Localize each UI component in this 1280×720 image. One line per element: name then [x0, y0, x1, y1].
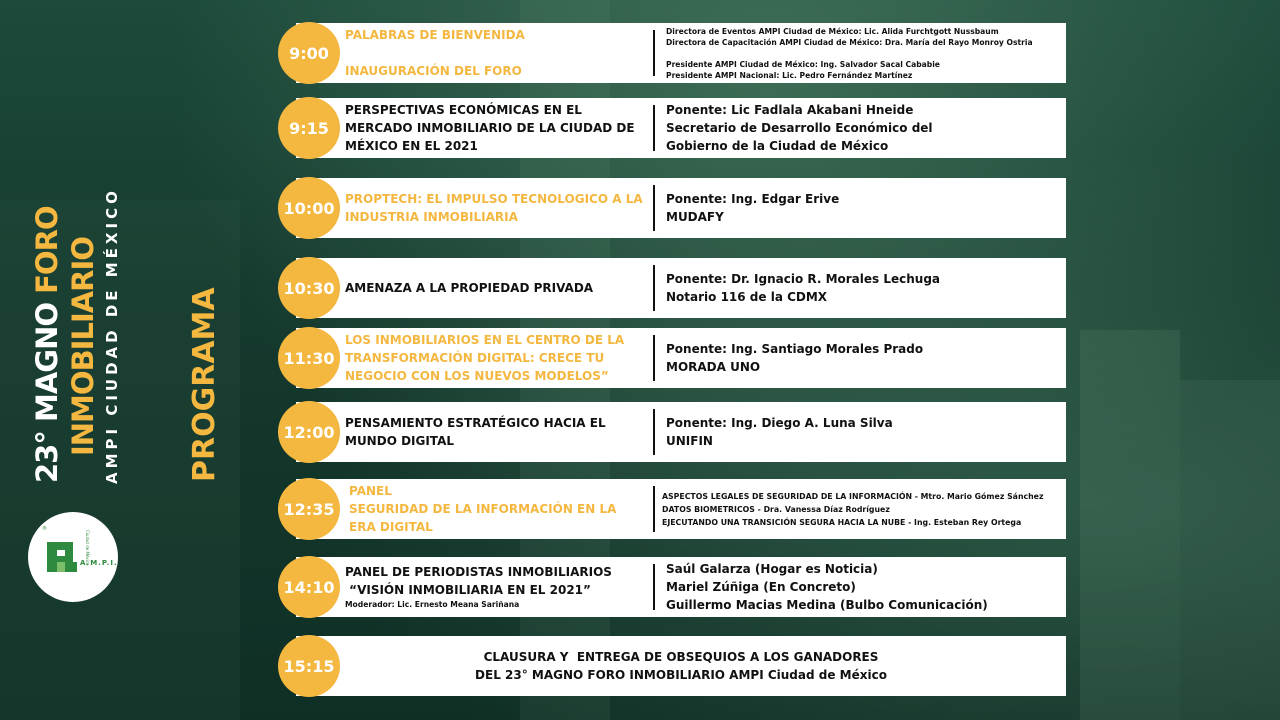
title-magno: MAGNO	[30, 303, 64, 423]
logo-name: A.M.P.I.	[80, 559, 118, 567]
speaker-line: Ponente: Ing. Edgar Erive	[666, 192, 840, 206]
speaker-line: MORADA UNO	[666, 360, 761, 374]
event-subtitle: AMPI CIUDAD DE MÉXICO	[103, 187, 121, 484]
speaker-line: Ponente: Dr. Ignacio R. Morales Lechuga	[666, 272, 941, 286]
speaker-line: Gobierno de la Ciudad de México	[666, 139, 889, 153]
event-title-line1	[30, 206, 64, 483]
divider	[653, 564, 655, 610]
event-title-line2: INMOBILIARIO	[66, 237, 100, 456]
registered-mark: ®	[42, 526, 47, 532]
time-badge: 12:00	[278, 401, 340, 463]
session-speakers	[666, 402, 1066, 462]
speaker-line: Ponente: Ing. Santiago Morales Prado	[666, 342, 924, 356]
time-badge: 14:10	[278, 556, 340, 618]
topic-line: NEGOCIO CON LOS NUEVOS MODELOS”	[345, 369, 609, 383]
speaker-line: Directora de Capacitación AMPI Ciudad de México: Dra. María del Rayo Monroy Ostria	[666, 37, 1033, 47]
speaker-line: Presidente AMPI Nacional: Lic. Pedro Fernández Martínez	[666, 70, 913, 80]
schedule-row	[296, 328, 1066, 388]
divider	[653, 105, 655, 151]
session-speakers	[666, 258, 1066, 318]
time-badge: 10:00	[278, 177, 340, 239]
speaker-line: Presidente AMPI Ciudad de México: Ing. Salvador Sacal Cababie	[666, 59, 940, 69]
topic-spacer	[345, 44, 645, 62]
schedule-row	[296, 479, 1066, 539]
schedule-row	[296, 557, 1066, 617]
topic-line: MUNDO DIGITAL	[345, 434, 454, 448]
topic-line: PALABRAS DE BIENVENIDA	[345, 28, 525, 42]
topic-line: PROPTECH: EL IMPULSO TECNOLOGICO A LA	[345, 192, 643, 206]
topic-line: AMENAZA A LA PROPIEDAD PRIVADA	[345, 281, 594, 295]
topic-line: PANEL	[349, 484, 392, 498]
speaker-line: Mariel Zúñiga (En Concreto)	[666, 580, 856, 594]
time-badge: 9:15	[278, 97, 340, 159]
topic-line: MÉXICO EN EL 2021	[345, 139, 478, 153]
session-speakers	[662, 479, 1062, 539]
topic-line: PENSAMIENTO ESTRATÉGICO HACIA EL	[345, 416, 606, 430]
speaker-line: Notario 116 de la CDMX	[666, 290, 828, 304]
topic-line: “VISIÓN INMOBILIARIA EN EL 2021”	[345, 583, 591, 597]
topic-line: ERA DIGITAL	[349, 520, 433, 534]
topic-line: INDUSTRIA INMOBILIARIA	[345, 210, 518, 224]
session-topic	[345, 258, 645, 318]
schedule-row	[296, 636, 1066, 696]
divider	[653, 185, 655, 231]
speaker-line: UNIFIN	[666, 434, 713, 448]
title-number: 23°	[30, 431, 64, 483]
speaker-line: DATOS BIOMETRICOS - Dra. Vanessa Díaz Rodríguez	[662, 504, 890, 514]
speaker-line: MUDAFY	[666, 210, 724, 224]
divider	[653, 486, 655, 532]
speaker-spacer	[666, 48, 1066, 59]
topic-line: INAUGURACIÓN DEL FORO	[345, 64, 522, 78]
divider	[653, 30, 655, 76]
time-badge: 12:35	[278, 478, 340, 540]
session-topic	[345, 557, 645, 617]
divider	[653, 335, 655, 381]
topic-line: PANEL DE PERIODISTAS INMOBILIARIOS	[345, 565, 612, 579]
speaker-line: Ponente: Ing. Diego A. Luna Silva	[666, 416, 893, 430]
title-foro: FORO	[30, 206, 64, 294]
session-speakers	[666, 178, 1066, 238]
speaker-line: Directora de Eventos AMPI Ciudad de México: Lic. Alida Furchtgott Nussbaum	[666, 26, 999, 36]
session-topic	[349, 479, 649, 539]
topic-line: MERCADO INMOBILIARIO DE LA CIUDAD DE	[345, 121, 635, 135]
session-speakers	[666, 328, 1066, 388]
schedule-row	[296, 402, 1066, 462]
topic-line: TRANSFORMACIÓN DIGITAL: CRECE TU	[345, 351, 605, 365]
ampi-logo	[28, 512, 118, 602]
topic-line: PERSPECTIVAS ECONÓMICAS EN EL	[345, 103, 582, 117]
session-speakers	[666, 23, 1066, 83]
session-topic	[345, 328, 645, 388]
speaker-line: Saúl Galarza (Hogar es Noticia)	[666, 562, 878, 576]
closing-text	[296, 636, 1066, 696]
time-badge: 11:30	[278, 327, 340, 389]
divider	[653, 265, 655, 311]
session-speakers	[666, 98, 1066, 158]
schedule-row	[296, 258, 1066, 318]
speaker-line: ASPECTOS LEGALES DE SEGURIDAD DE LA INFORMACIÓN - Mtro. Mario Gómez Sánchez	[662, 491, 1044, 501]
topic-line: SEGURIDAD DE LA INFORMACIÓN EN LA	[349, 502, 617, 516]
speaker-line: EJECUTANDO UNA TRANSICIÓN SEGURA HACIA LA NUBE - Ing. Esteban Rey Ortega	[662, 517, 1022, 527]
background-building	[1180, 380, 1280, 720]
session-topic	[345, 98, 645, 158]
speaker-line: Ponente: Lic Fadlala Akabani Hneide	[666, 103, 914, 117]
speaker-line: Secretario de Desarrollo Económico del	[666, 121, 933, 135]
time-badge: 9:00	[278, 22, 340, 84]
topic-line: LOS INMOBILIARIOS EN EL CENTRO DE LA	[345, 333, 625, 347]
divider	[653, 409, 655, 455]
programa-title: PROGRAMA	[187, 287, 222, 482]
session-topic	[345, 178, 645, 238]
time-badge: 10:30	[278, 257, 340, 319]
time-badge: 15:15	[278, 635, 340, 697]
logo-subtitle: Ciudad de México	[85, 530, 90, 566]
session-topic	[345, 23, 645, 83]
closing-line: CLAUSURA Y ENTREGA DE OBSEQUIOS A LOS GANADORES	[483, 650, 879, 664]
schedule-row	[296, 23, 1066, 83]
background-building	[1080, 330, 1180, 720]
session-topic	[345, 402, 645, 462]
schedule-row	[296, 98, 1066, 158]
schedule-row	[296, 178, 1066, 238]
ampi-logo-icon	[45, 540, 79, 574]
speaker-line: Guillermo Macias Medina (Bulbo Comunicación)	[666, 598, 988, 612]
moderator: Moderador: Lic. Ernesto Meana Sariñana	[345, 600, 520, 609]
session-speakers	[666, 557, 1066, 617]
closing-line: DEL 23° MAGNO FORO INMOBILIARIO AMPI Ciudad de México	[475, 668, 887, 682]
